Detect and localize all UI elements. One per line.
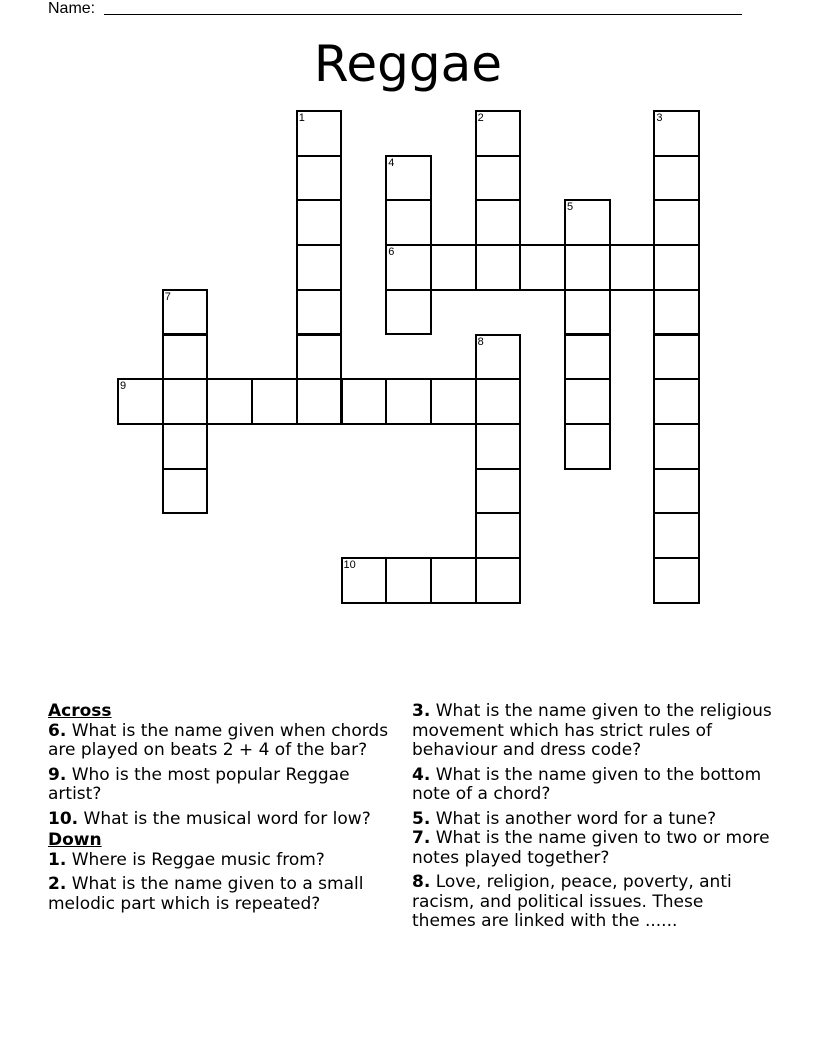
grid-cell[interactable] [653, 557, 700, 604]
grid-cell[interactable] [117, 378, 164, 425]
clue-down-5 [412, 810, 772, 830]
clue-down-8 [412, 873, 772, 932]
grid-cell[interactable] [430, 378, 477, 425]
grid-cell[interactable] [475, 557, 522, 604]
grid-cell[interactable] [475, 378, 522, 425]
grid-cell[interactable] [519, 244, 566, 291]
name-label: Name: [48, 0, 96, 17]
grid-cell[interactable] [162, 468, 209, 515]
grid-cell[interactable] [341, 557, 388, 604]
grid-cell[interactable] [475, 199, 522, 246]
grid-cell[interactable] [385, 199, 432, 246]
clue-text: What is the name given to two or more notes played together? [412, 828, 770, 868]
grid-cell[interactable] [475, 423, 522, 470]
clue-down-3 [412, 702, 772, 761]
clue-number: 10. [48, 808, 79, 829]
grid-cell[interactable] [475, 512, 522, 559]
clue-number-label: 4 [388, 156, 395, 169]
grid-cell[interactable] [653, 155, 700, 202]
grid-cell[interactable] [296, 289, 343, 336]
grid-cell[interactable] [653, 378, 700, 425]
grid-cell[interactable] [296, 110, 343, 157]
clue-number-label: 10 [343, 559, 356, 571]
clue-text: What is the name given to the bottom note of a chord? [412, 764, 762, 804]
clue-number-label: 5 [567, 201, 574, 214]
grid-cell[interactable] [385, 378, 432, 425]
clue-down-1 [48, 851, 406, 871]
clue-number: 9. [48, 764, 67, 785]
clue-number-label: 7 [164, 290, 171, 303]
grid-cell[interactable] [296, 199, 343, 246]
grid-cell[interactable] [341, 378, 388, 425]
clue-number: 2. [48, 874, 67, 894]
grid-cell[interactable] [564, 378, 611, 425]
clue-number: 6. [48, 720, 67, 741]
clue-number: 8. [412, 872, 431, 892]
across-heading: Across [48, 701, 112, 721]
grid-cell[interactable] [653, 512, 700, 559]
grid-cell[interactable] [162, 378, 209, 425]
grid-cell[interactable] [564, 289, 611, 336]
grid-cell[interactable] [475, 155, 522, 202]
grid-cell[interactable] [653, 468, 700, 515]
grid-cell[interactable] [653, 199, 700, 246]
grid-cell[interactable] [564, 199, 611, 246]
clue-text: What is the name given to a small melodic part which is repeated? [48, 874, 364, 914]
clue-text: Love, religion, peace, poverty, anti racism, and political issues. These themes are linked with the ...... [412, 872, 732, 931]
grid-cell[interactable] [653, 110, 700, 157]
grid-cell[interactable] [385, 289, 432, 336]
grid-cell[interactable] [296, 244, 343, 291]
clue-down-4 [412, 766, 772, 805]
clue-across-6 [48, 722, 406, 761]
grid-cell[interactable] [251, 378, 298, 425]
grid-cell[interactable] [475, 110, 522, 157]
grid-cell[interactable] [564, 334, 611, 381]
clue-number-label: 2 [477, 112, 484, 124]
clue-number-label: 3 [656, 112, 663, 124]
clues-right-column [412, 702, 772, 937]
grid-cell[interactable] [385, 244, 432, 291]
grid-cell[interactable] [162, 423, 209, 470]
grid-cell[interactable] [564, 423, 611, 470]
grid-cell[interactable] [296, 155, 343, 202]
clue-across-10 [48, 810, 406, 830]
clue-text: What is the musical word for low? [83, 808, 371, 829]
clue-number: 4. [412, 764, 431, 785]
grid-cell[interactable] [296, 334, 343, 381]
grid-cell[interactable] [296, 378, 343, 425]
grid-cell[interactable] [385, 557, 432, 604]
clue-text: What is another word for a tune? [435, 808, 717, 829]
grid-cell[interactable] [564, 244, 611, 291]
grid-cell[interactable] [475, 468, 522, 515]
clues-left-column [48, 702, 406, 919]
clue-down-7 [412, 829, 772, 868]
grid-cell[interactable] [206, 378, 253, 425]
grid-cell[interactable] [475, 334, 522, 381]
clue-number-label: 1 [298, 112, 305, 124]
clue-number: 3. [412, 701, 431, 721]
page-title: Reggae [313, 35, 503, 93]
grid-cell[interactable] [162, 289, 209, 336]
grid-cell[interactable] [430, 557, 477, 604]
clue-number-label: 6 [388, 246, 395, 259]
clue-text: Where is Reggae music from? [71, 849, 325, 870]
grid-cell[interactable] [653, 289, 700, 336]
clue-number: 5. [412, 808, 431, 829]
grid-cell[interactable] [385, 155, 432, 202]
down-heading: Down [48, 830, 102, 850]
clue-text: What is the name given when chords are played on beats 2 + 4 of the bar? [48, 720, 389, 760]
grid-cell[interactable] [609, 244, 656, 291]
clue-number-label: 9 [120, 380, 127, 393]
grid-cell[interactable] [653, 423, 700, 470]
grid-cell[interactable] [475, 244, 522, 291]
grid-cell[interactable] [430, 244, 477, 291]
clue-number: 1. [48, 849, 67, 870]
clue-across-9 [48, 766, 406, 805]
grid-cell[interactable] [162, 334, 209, 381]
clue-number: 7. [412, 828, 431, 848]
grid-cell[interactable] [653, 334, 700, 381]
grid-cell[interactable] [653, 244, 700, 291]
clue-number-label: 8 [477, 335, 484, 348]
clue-text: What is the name given to the religious movement which has strict rules of behaviour and dress code? [412, 701, 772, 760]
clue-down-2 [48, 875, 406, 914]
clue-text: Who is the most popular Reggae artist? [48, 764, 350, 804]
